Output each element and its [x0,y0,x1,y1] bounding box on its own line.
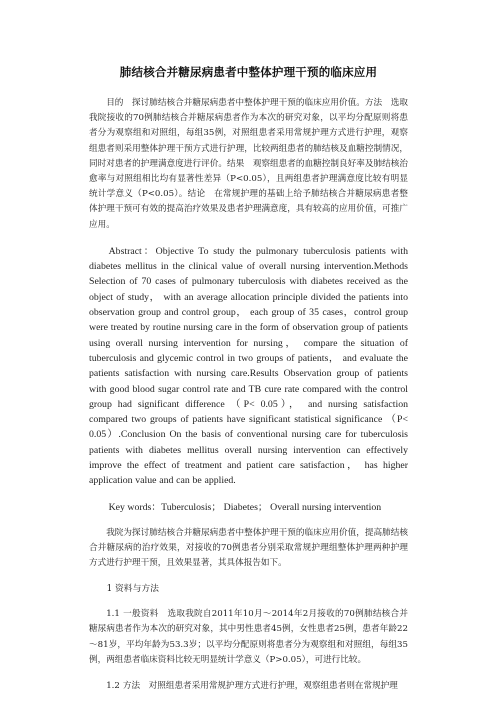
introduction-paragraph: 我院为探讨肺结核合并糖尿病患者中整体护理干预的临床应用价值，提高肺结核合并糖尿病的治疗效果，对接收的70例患者分别采取常规护理组整体护理两种护理方式进行护理干预，且效果显著，其具体报告如下。 [89,527,408,568]
general-data-paragraph: 1.1 一般资料 选取我院自2011年10月～2014年2月接收的70例肺结核合并糖尿病患者作为本次的研究对象，其中男性患者45例，女性患者25例，患者年龄22～81岁，平均年龄为53.3岁；以平均分配原则将患者分为观察组和对照组，每组35例，两组患者临床资料比较无明显统计学意义（P>0.05），可进行比较。 [89,609,408,665]
section-heading: 1 资料与方法 [106,584,159,595]
english-abstract: Abstract：Objective To study the pulmonary tuberculosis patients with diabetes mellitus in the clinical value of overall nursing intervention.Methods Selection of 70 cases of pulmonary tuberculosis with diabetes received as the object of study， with an average allocation principle divided the patients into observation group and control group， each group of 35 cases，control group were treated by routine nursing care in the form of observation group of patients using overall nursing intervention for nursing， compare the situation of tuberculosis and glycemic control in two groups of patients， and evaluate the patients satisfaction with nursing care.Results Observation group of patients with good blood sugar control rate and TB cure rate compared with the control group had significant difference （P< 0.05）， and nursing satisfaction compared two groups of patients have significant statistical significance （P< 0.05）.Conclusion On the basis of conventional nursing care for tuberculosis patients with diabetes mellitus overall nursing intervention can effectively improve the effect of treatment and patient care satisfaction， has higher application value and can be applied. [89,245,408,487]
methods-paragraph: 1.2 方法 对照组患者采用常规护理方式进行护理，观察组患者则在常规护理 [106,681,398,691]
article-title: 肺结核合并糖尿病患者中整体护理干预的临床应用 [119,65,378,79]
keywords: Key words：Tuberculosis； Diabetes； Overall nursing intervention [108,501,382,513]
chinese-abstract: 目的 探讨肺结核合并糖尿病患者中整体护理干预的临床应用价值。方法 选取我院接收的70例肺结核合并糖尿病患者作为本次的研究对象，以平均分配原则将患者分为观察组和对照组，每组35例，对照组患者采用常规护理方式进行护理，观察组患者则采用整体护理干预方式进行护理，比较两组患者的肺结核及血糖控制情况，同时对患者的护理满意度进行评价。结果 观察组患者的血糖控制良好率及肺结核治愈率与对照组相比均有显著性差异（P<0.05），且两组患者护理满意度比较有明显统计学意义（P<0.05）。结论 在常规护理的基础上给予肺结核合并糖尿病患者整体护理干预可有效的提高治疗效果及患者护理满意度，具有较高的应用价值，可推广应用。 [89,98,408,230]
